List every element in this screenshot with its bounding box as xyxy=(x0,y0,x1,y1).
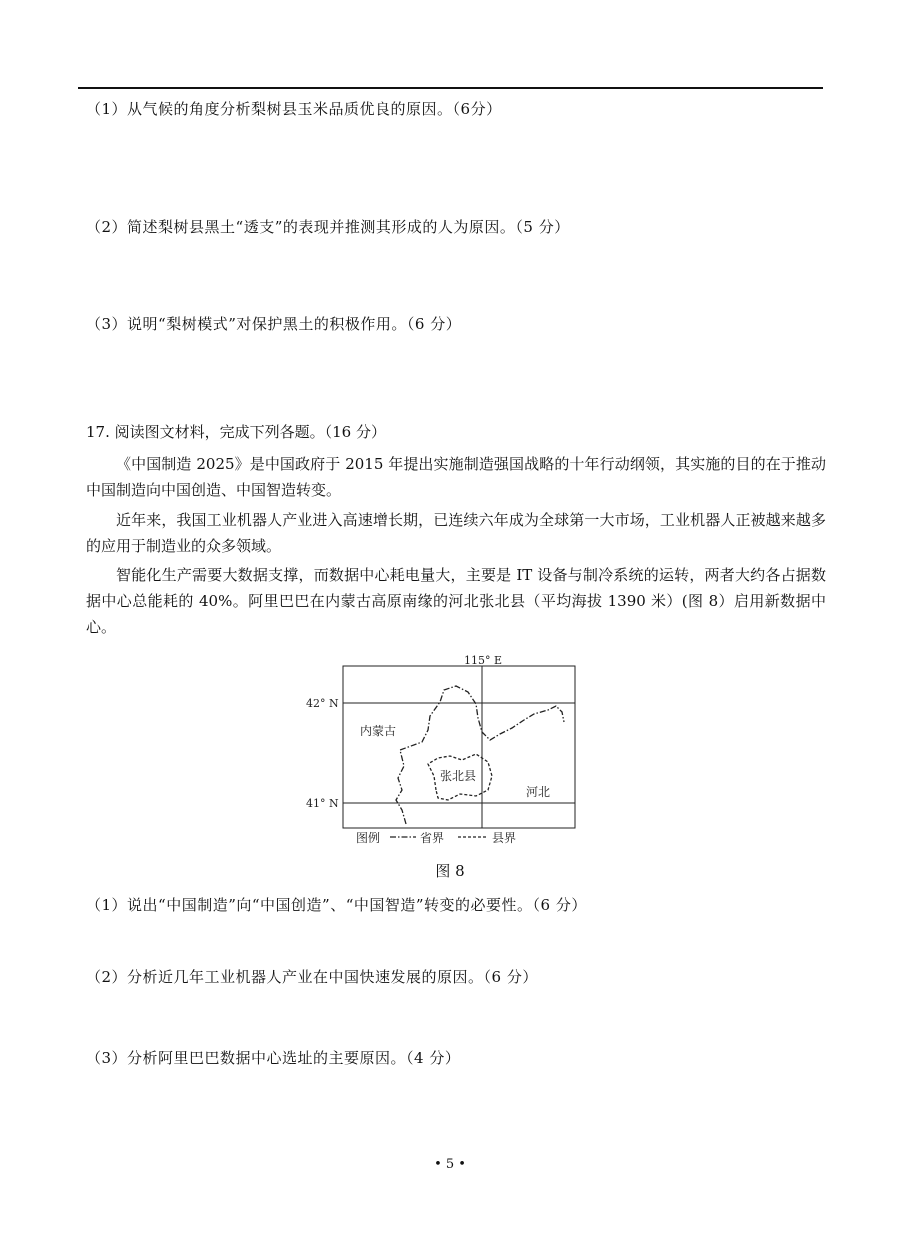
region-label-hebei: 河北 xyxy=(526,785,551,799)
page-number: • 5 • xyxy=(434,1157,466,1172)
lat-top-label: 42° N xyxy=(306,697,339,710)
q17-sub-question-1: （1）说出“中国制造”向“中国创造”、“中国智造”转变的必要性。（6 分） xyxy=(86,896,587,914)
prev-question-1: （1）从气候的角度分析梨树县玉米品质优良的原因。（6分） xyxy=(86,100,502,118)
lon-label: 115° E xyxy=(464,654,503,667)
legend-county-label: 县界 xyxy=(492,831,517,845)
lat-bottom-label: 41° N xyxy=(306,797,339,810)
material-paragraph-2: 近年来，我国工业机器人产业进入高速增长期，已连续六年成为全球第一大市场，工业机器人正被越来越多的应用于制造业的众多领域。 xyxy=(86,511,826,555)
prev-question-2: （2）简述梨树县黑土“透支”的表现并推测其形成的人为原因。（5 分） xyxy=(86,218,570,236)
figure-caption: 图 8 xyxy=(435,862,465,880)
top-rule xyxy=(78,87,823,89)
region-label-zhangbei: 张北县 xyxy=(440,769,477,783)
q17-sub-question-2: （2）分析近几年工业机器人产业在中国快速发展的原因。（6 分） xyxy=(86,968,538,986)
figure-8-map xyxy=(300,650,590,850)
question-17-heading: 17. 阅读图文材料，完成下列各题。（16 分） xyxy=(86,423,386,441)
q17-sub-question-3: （3）分析阿里巴巴数据中心选址的主要原因。（4 分） xyxy=(86,1049,461,1067)
material-paragraph-1: 《中国制造 2025》是中国政府于 2015 年提出实施制造强国战略的十年行动纲领，其实施的目的在于推动中国制造向中国创造、中国智造转变。 xyxy=(86,455,826,499)
prev-question-3: （3）说明“梨树模式”对保护黑土的积极作用。（6 分） xyxy=(86,315,462,333)
material-paragraph-3: 智能化生产需要大数据支撑，而数据中心耗电量大，主要是 IT 设备与制冷系统的运转，两者大约各占据数据中心总能耗的 40%。阿里巴巴在内蒙古高原南缘的河北张北县（平均海拔 1390 米）(图 8）启用新数据中心。 xyxy=(86,566,826,636)
map-frame xyxy=(343,666,575,828)
region-label-inner-mongolia: 内蒙古 xyxy=(360,724,397,738)
legend-province-label: 省界 xyxy=(420,831,445,845)
legend-title: 图例 xyxy=(356,831,381,845)
